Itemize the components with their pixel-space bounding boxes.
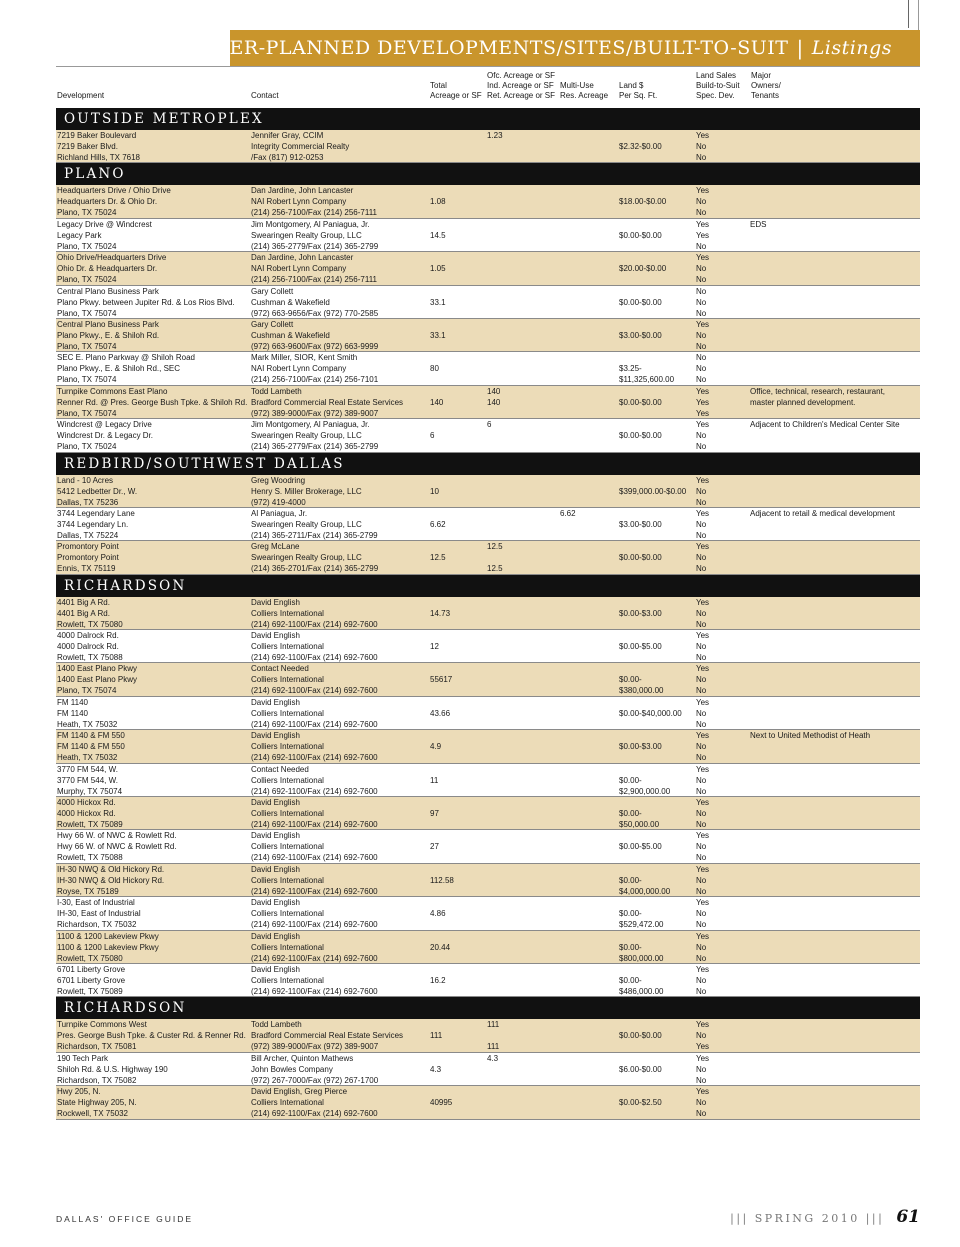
- cell-ls: Yes No No: [696, 764, 710, 796]
- banner-separator: |: [796, 36, 804, 60]
- cell-ls: Yes No No: [696, 508, 710, 540]
- cell-contact: Todd Lambeth Bradford Commercial Real Estate Services (972) 389-9000/Fax (972) 389-9007: [251, 1020, 404, 1052]
- cell-ls: No No No: [696, 286, 707, 318]
- table-row: [56, 185, 920, 218]
- table-row: [56, 319, 920, 352]
- cell-ls: Yes No No: [696, 475, 710, 507]
- table-row: [56, 1086, 920, 1119]
- cell-contact: Gary Collett Cushman & Wakefield (972) 663-9600/Fax (972) 663-9999: [251, 319, 379, 351]
- cell-land: $0.00-$0.00: [619, 230, 662, 240]
- section-header: RICHARDSON: [56, 575, 920, 597]
- cell-owners: Office, technical, research, restaurant, master planned development.: [750, 386, 886, 407]
- cell-ls: Yes No No: [696, 131, 710, 162]
- cell-contact: Dan Jardine, John Lancaster NAI Robert Lynn Company (214) 256-7100/Fax (214) 256-7111: [251, 186, 378, 218]
- cell-contact: Mark Miller, SIOR, Kent Smith NAI Robert Lynn Company (214) 256-7100/Fax (214) 256-7101: [251, 353, 379, 385]
- table-row: [56, 897, 920, 930]
- table-row: [56, 1053, 920, 1086]
- cell-contact: David English Colliers International (214) 692-1100/Fax (214) 692-7600: [251, 597, 378, 629]
- listings-table: [56, 108, 920, 1120]
- table-row: [56, 475, 920, 508]
- cell-dev: Turnpike Commons East Plano Renner Rd. @ Pres. George Bush Tpke. & Shiloh Rd. Plano, TX 75074: [57, 386, 248, 418]
- cell-total: 40995: [430, 1098, 453, 1108]
- cell-total: 14.5: [430, 230, 446, 240]
- cell-ofc: 6: [487, 420, 492, 430]
- table-row: [56, 541, 920, 574]
- cell-contact: Jim Montgomery, Al Paniagua, Jr. Swearingen Realty Group, LLC (214) 365-2779/Fax (214) 365-2799: [251, 219, 379, 251]
- cell-land: $3.00-$0.00: [619, 330, 662, 340]
- cell-ls: Yes No No: [696, 831, 710, 863]
- cell-ls: Yes No No: [696, 1053, 710, 1085]
- cell-contact: David English Colliers International (214) 692-1100/Fax (214) 692-7600: [251, 631, 378, 663]
- cell-dev: 7219 Baker Boulevard 7219 Baker Blvd. Richland Hills, TX 7618: [57, 131, 141, 162]
- header-landsales: Land Sales Build-to-Suit Spec. Dev.: [696, 71, 740, 100]
- cell-ls: Yes No No: [696, 1087, 710, 1119]
- cell-owners: Adjacent to Children's Medical Center Site: [750, 420, 900, 430]
- cell-dev: Promontory Point Promontory Point Ennis, TX 75119: [57, 542, 119, 574]
- cell-total: 6.62: [430, 519, 446, 529]
- header-total: Total Acreage or SF: [430, 81, 482, 100]
- cell-dev: Central Plano Business Park Plano Pkwy., E. & Shiloh Rd. Plano, TX 75074: [57, 319, 160, 351]
- page-banner: [168, 30, 920, 66]
- cell-dev: Hwy 66 W. of NWC & Rowlett Rd. Hwy 66 W. of NWC & Rowlett Rd. Rowlett, TX 75088: [57, 831, 177, 863]
- table-row: [56, 630, 920, 663]
- cell-contact: David English Colliers International (214) 692-1100/Fax (214) 692-7600: [251, 931, 378, 963]
- table-row: [56, 697, 920, 730]
- cell-dev: 1100 & 1200 Lakeview Pkwy 1100 & 1200 Lakeview Pkwy Rowlett, TX 75080: [57, 931, 159, 963]
- cell-dev: Headquarters Drive / Ohio Drive Headquarters Dr. & Ohio Dr. Plano, TX 75024: [57, 186, 171, 218]
- cell-dev: 190 Tech Park Shiloh Rd. & U.S. Highway 190 Richardson, TX 75082: [57, 1053, 168, 1085]
- table-row: [56, 130, 920, 163]
- cell-total: 12: [430, 642, 439, 652]
- cell-owners: Adjacent to retail & medical development: [750, 508, 895, 518]
- cell-contact: Greg McLane Swearingen Realty Group, LLC (214) 365-2701/Fax (214) 365-2799: [251, 542, 379, 574]
- table-row: [56, 352, 920, 385]
- cell-owners: Next to United Methodist of Heath: [750, 731, 871, 741]
- cell-land: $3.00-$0.00: [619, 519, 662, 529]
- cell-ofc: 111 111: [487, 1020, 500, 1052]
- table-row: [56, 964, 920, 997]
- cell-contact: Bill Archer, Quinton Mathews John Bowles Company (972) 267-7000/Fax (972) 267-1700: [251, 1053, 379, 1085]
- table-row: [56, 830, 920, 863]
- cell-contact: Todd Lambeth Bradford Commercial Real Estate Services (972) 389-9000/Fax (972) 389-9007: [251, 386, 404, 418]
- cell-land: $0.00-$0.00: [619, 1031, 662, 1041]
- cell-total: 97: [430, 809, 439, 819]
- section-header: OUTSIDE METROPLEX: [56, 108, 920, 130]
- cell-land: $0.00-$5.00: [619, 842, 662, 852]
- table-row: [56, 286, 920, 319]
- cell-ls: No No No: [696, 353, 707, 385]
- cell-dev: 3770 FM 544, W. 3770 FM 544, W. Murphy, TX 75074: [57, 764, 123, 796]
- cell-land: $3.25- $11,325,600.00: [619, 364, 675, 385]
- cell-land: $0.00- $486,000.00: [619, 975, 664, 996]
- cell-dev: Windcrest @ Legacy Drive Windcrest Dr. & Legacy Dr. Plano, TX 75024: [57, 420, 154, 452]
- cell-dev: 4000 Hickox Rd. 4000 Hickox Rd. Rowlett, TX 75089: [57, 798, 123, 830]
- cell-total: 43.66: [430, 708, 451, 718]
- table-row: [56, 730, 920, 763]
- cell-ls: Yes No No: [696, 597, 710, 629]
- cell-ls: Yes No No: [696, 798, 710, 830]
- cell-ls: Yes No No: [696, 420, 710, 452]
- cell-contact: David English Colliers International (214) 692-1100/Fax (214) 692-7600: [251, 898, 378, 930]
- cell-total: 4.3: [430, 1064, 442, 1074]
- cell-total: 20.44: [430, 942, 451, 952]
- cell-land: $0.00-$0.00: [619, 397, 662, 407]
- cell-total: 6: [430, 431, 435, 441]
- cell-total: 80: [430, 364, 439, 374]
- footer-season: ||| SPRING 2010 |||: [730, 1212, 885, 1225]
- cell-dev: 3744 Legendary Lane 3744 Legendary Ln. Dallas, TX 75224: [57, 508, 135, 540]
- cell-contact: Al Paniagua, Jr. Swearingen Realty Group, LLC (214) 365-2711/Fax (214) 365-2799: [251, 508, 378, 540]
- cell-contact: Contact Needed Colliers International (214) 692-1100/Fax (214) 692-7600: [251, 664, 378, 696]
- cell-dev: I-30, East of Industrial IH-30, East of Industrial Richardson, TX 75032: [57, 898, 141, 930]
- cell-total: 111: [430, 1031, 443, 1041]
- cell-land: $0.00-$2.50: [619, 1098, 662, 1108]
- cell-total: 4.9: [430, 742, 442, 752]
- cell-dev: Hwy 205, N. State Highway 205, N. Rockwell, TX 75032: [57, 1087, 137, 1119]
- section-header: RICHARDSON: [56, 997, 920, 1019]
- cell-contact: David English Colliers International (214) 692-1100/Fax (214) 692-7600: [251, 864, 378, 896]
- cell-ofc: 140 140: [487, 386, 501, 407]
- cell-total: 12.5: [430, 553, 446, 563]
- cell-land: $0.00-$0.00: [619, 431, 662, 441]
- cell-dev: IH-30 NWQ & Old Hickory Rd. IH-30 NWQ & Old Hickory Rd. Royse, TX 75189: [57, 864, 165, 896]
- cell-contact: David English Colliers International (214) 692-1100/Fax (214) 692-7600: [251, 964, 378, 996]
- cell-ls: Yes No No: [696, 731, 710, 763]
- table-row: [56, 419, 920, 452]
- cell-land: $2.32-$0.00: [619, 142, 662, 151]
- cell-ofc: 4.3: [487, 1053, 499, 1063]
- cell-ls: Yes Yes Yes: [696, 386, 710, 418]
- cell-total: 14.73: [430, 608, 451, 618]
- cell-total: 33.1: [430, 297, 446, 307]
- cell-dev: Land - 10 Acres 5412 Ledbetter Dr., W. Dallas, TX 75236: [57, 475, 138, 507]
- cell-land: $0.00- $380,000.00: [619, 675, 664, 696]
- table-row: [56, 597, 920, 630]
- header-ofc: Ofc. Acreage or SF Ind. Acreage or SF Ret. Acreage or SF: [487, 71, 556, 100]
- cell-land: $6.00-$0.00: [619, 1064, 662, 1074]
- cell-contact: David English Colliers International (214) 692-1100/Fax (214) 692-7600: [251, 697, 378, 729]
- cell-total: 4.86: [430, 909, 446, 919]
- cell-land: $0.00-$3.00: [619, 742, 662, 752]
- cell-total: 140: [430, 397, 444, 407]
- header-development: Development: [57, 91, 105, 100]
- header-owners: Major Owners/ Tenants: [751, 71, 781, 100]
- cell-contact: David English, Greg Pierce Colliers International (214) 692-1100/Fax (214) 692-7600: [251, 1087, 378, 1119]
- cell-dev: SEC E. Plano Parkway @ Shiloh Road Plano Pkwy., E. & Shiloh Rd., SEC Plano, TX 75074: [57, 353, 195, 385]
- cell-ls: Yes No No: [696, 964, 710, 996]
- cell-mu: 6.62: [560, 508, 576, 518]
- cell-ofc: 1.23: [487, 131, 503, 140]
- table-row: [56, 1019, 920, 1052]
- cell-land: $0.00-$0.00: [619, 297, 662, 307]
- cell-ls: Yes No No: [696, 697, 710, 729]
- cell-total: 27: [430, 842, 439, 852]
- cell-land: $18.00-$0.00: [619, 197, 667, 207]
- cell-contact: Dan Jardine, John Lancaster NAI Robert Lynn Company (214) 256-7100/Fax (214) 256-7111: [251, 253, 378, 285]
- cell-contact: Jim Montgomery, Al Paniagua, Jr. Swearingen Realty Group, LLC (214) 365-2779/Fax (214) 365-2799: [251, 420, 379, 452]
- column-headers: [0, 70, 960, 104]
- cell-contact: Jennifer Gray, CCIM Integrity Commercial Realty /Fax (817) 912-0253: [251, 131, 350, 162]
- cell-ls: Yes No No: [696, 319, 710, 351]
- cell-contact: Gary Collett Cushman & Wakefield (972) 663-9656/Fax (972) 770-2585: [251, 286, 379, 318]
- cell-owners: EDS: [750, 219, 767, 229]
- footer-right: [730, 1207, 920, 1227]
- cell-total: 10: [430, 486, 439, 496]
- cell-land: $0.00-$40,000.00: [619, 708, 682, 718]
- cell-land: $0.00- $50,000.00: [619, 809, 660, 830]
- cell-ls: Yes No Yes: [696, 1020, 710, 1052]
- cell-ls: Yes No No: [696, 864, 710, 896]
- cell-total: 33.1: [430, 330, 446, 340]
- cell-land: $0.00-$3.00: [619, 608, 662, 618]
- header-land: Land $ Per Sq. Ft.: [619, 81, 658, 100]
- table-row: [56, 252, 920, 285]
- cell-ls: Yes No No: [696, 542, 710, 574]
- cell-land: $0.00- $4,000,000.00: [619, 875, 671, 896]
- table-row: [56, 386, 920, 419]
- cell-land: $0.00-$0.00: [619, 553, 662, 563]
- cell-total: 1.05: [430, 264, 446, 274]
- cell-ls: Yes No No: [696, 186, 710, 218]
- cell-land: $20.00-$0.00: [619, 264, 667, 274]
- cell-dev: Legacy Drive @ Windcrest Legacy Park Plano, TX 75024: [57, 219, 152, 251]
- section-header: PLANO: [56, 163, 920, 185]
- cell-dev: FM 1140 FM 1140 Heath, TX 75032: [57, 697, 118, 729]
- cell-dev: 4000 Dalrock Rd. 4000 Dalrock Rd. Rowlett, TX 75088: [57, 631, 123, 663]
- corner-rule: [908, 0, 909, 28]
- cell-land: $399,000.00-$0.00: [619, 486, 687, 496]
- cell-dev: 6701 Liberty Grove 6701 Liberty Grove Rowlett, TX 75089: [57, 964, 126, 996]
- cell-ls: Yes No No: [696, 664, 710, 696]
- cell-dev: 1400 East Plano Pkwy 1400 East Plano Pkwy Plano, TX 75074: [57, 664, 138, 696]
- banner-title: MASTER-PLANNED DEVELOPMENTS/SITES/BUILT-TO-SUIT: [168, 37, 789, 59]
- cell-ls: Yes No No: [696, 253, 710, 285]
- cell-ls: Yes No No: [696, 931, 710, 963]
- table-row: [56, 797, 920, 830]
- header-contact: Contact: [251, 91, 279, 100]
- cell-total: 112.58: [430, 875, 454, 885]
- cell-dev: FM 1140 & FM 550 FM 1140 & FM 550 Heath, TX 75032: [57, 731, 125, 763]
- cell-total: 55617: [430, 675, 453, 685]
- cell-contact: David English Colliers International (214) 692-1100/Fax (214) 692-7600: [251, 798, 378, 830]
- cell-total: 1.08: [430, 197, 446, 207]
- cell-dev: 4401 Big A Rd. 4401 Big A Rd. Rowlett, TX 75080: [57, 597, 123, 629]
- table-row: [56, 864, 920, 897]
- cell-ls: Yes No No: [696, 898, 710, 930]
- cell-total: 16.2: [430, 975, 446, 985]
- cell-contact: Greg Woodring Henry S. Miller Brokerage, LLC (972) 419-4000: [251, 475, 362, 507]
- cell-land: $0.00- $529,472.00: [619, 909, 664, 930]
- table-row: [56, 219, 920, 252]
- cell-contact: David English Colliers International (214) 692-1100/Fax (214) 692-7600: [251, 731, 378, 763]
- cell-total: 11: [430, 775, 439, 785]
- cell-contact: Contact Needed Colliers International (214) 692-1100/Fax (214) 692-7600: [251, 764, 378, 796]
- cell-dev: Ohio Drive/Headquarters Drive Ohio Dr. & Headquarters Dr. Plano, TX 75024: [57, 253, 167, 285]
- header-rule: [56, 66, 920, 67]
- banner-subtitle: Listings: [811, 37, 892, 59]
- cell-ofc: 12.5 12.5: [487, 542, 503, 574]
- footer-publication: DALLAS' OFFICE GUIDE: [56, 1214, 194, 1224]
- cell-contact: David English Colliers International (214) 692-1100/Fax (214) 692-7600: [251, 831, 378, 863]
- cell-land: $0.00-$5.00: [619, 642, 662, 652]
- cell-land: $0.00- $2,900,000.00: [619, 775, 671, 796]
- cell-dev: Central Plano Business Park Plano Pkwy. between Jupiter Rd. & Los Rios Blvd. Plano, TX 75074: [57, 286, 235, 318]
- table-row: [56, 508, 920, 541]
- cell-ls: Yes No No: [696, 631, 710, 663]
- cell-ls: Yes Yes No: [696, 219, 710, 251]
- cell-land: $0.00- $800,000.00: [619, 942, 664, 963]
- table-row: [56, 931, 920, 964]
- table-row: [56, 663, 920, 696]
- cell-dev: Turnpike Commons West Pres. George Bush Tpke. & Custer Rd. & Renner Rd. Richardson, TX 75081: [57, 1020, 246, 1052]
- section-header: REDBIRD/SOUTHWEST DALLAS: [56, 453, 920, 475]
- page-number: 61: [896, 1207, 920, 1227]
- header-multiuse: Multi-Use Res. Acreage: [560, 81, 609, 100]
- table-row: [56, 764, 920, 797]
